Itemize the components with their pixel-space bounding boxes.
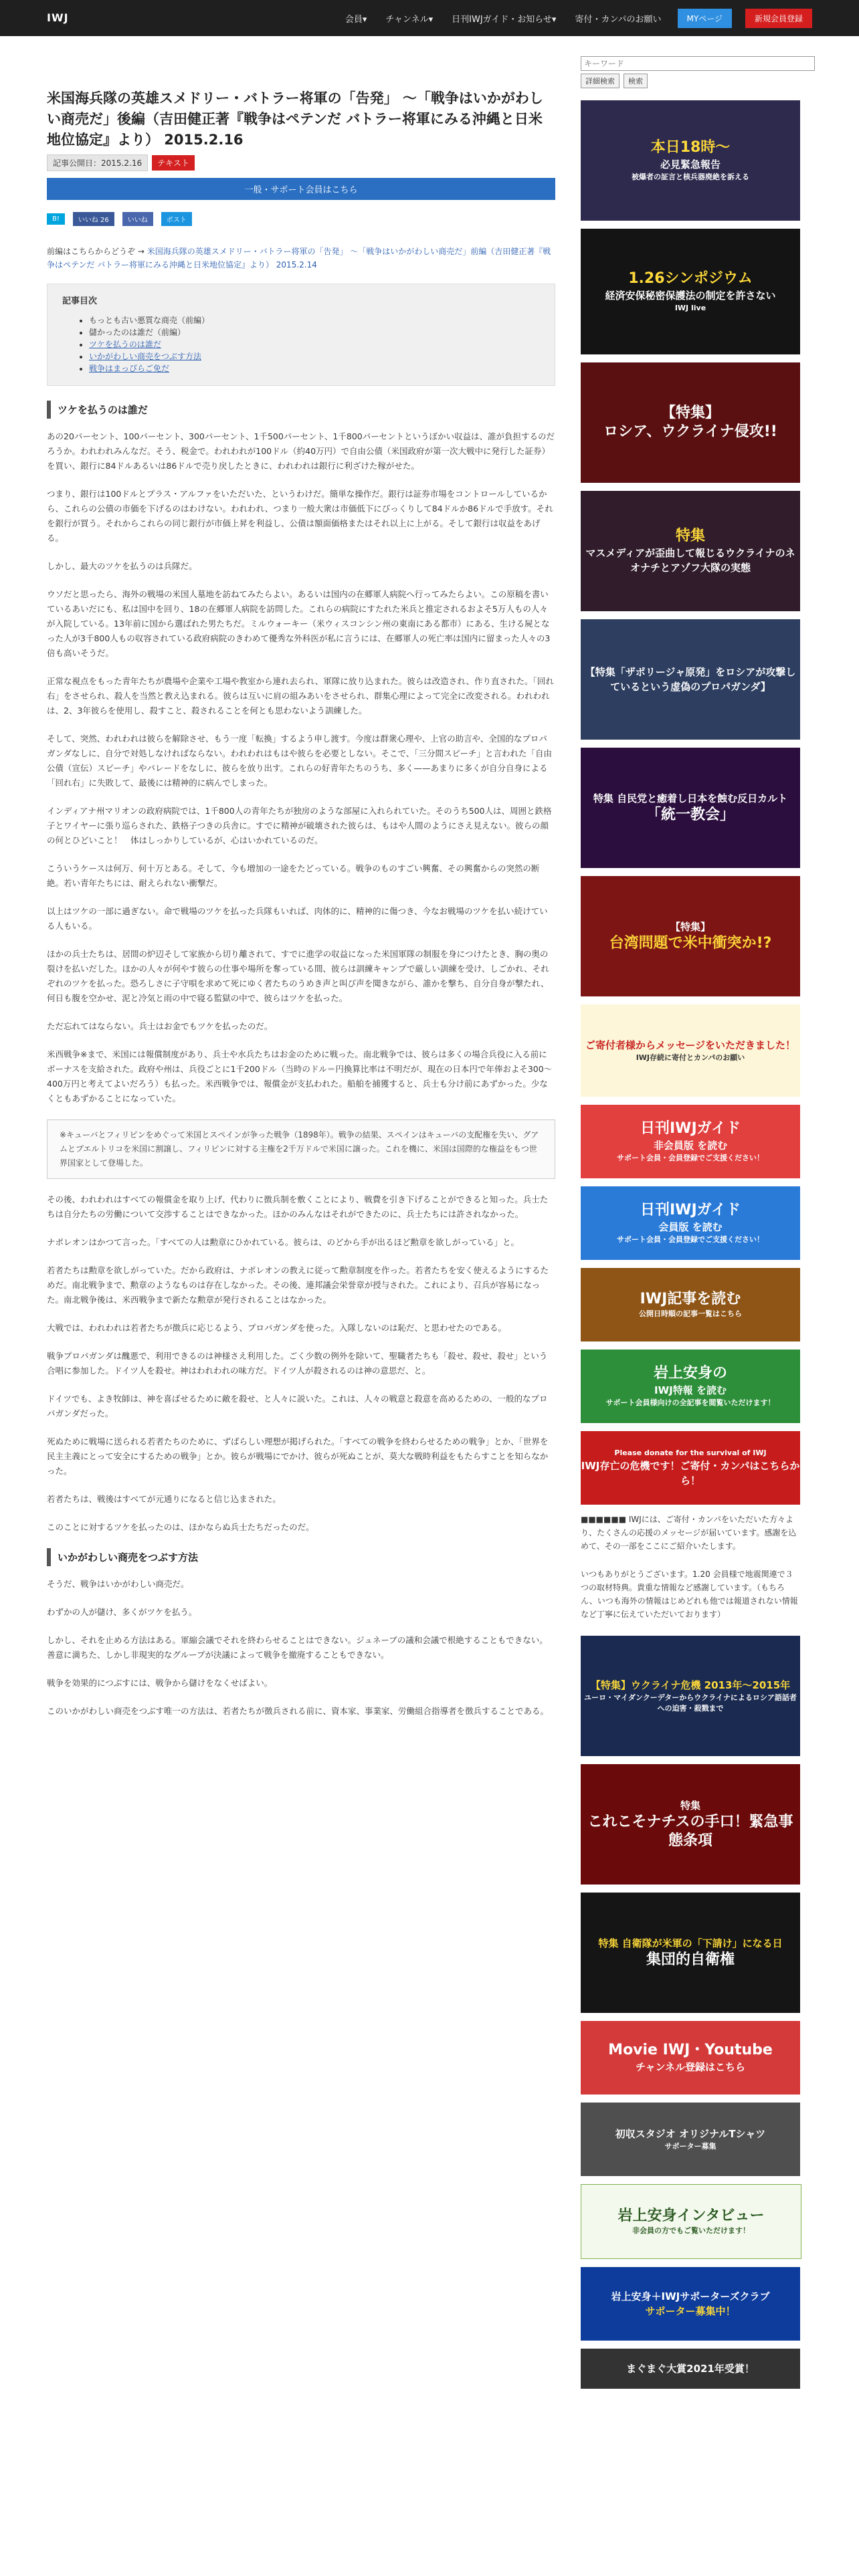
category-tag[interactable]: テキスト <box>152 155 195 171</box>
paragraph: このいかがわしい商売をつぶす唯一の方法は、若者たちが徴兵される前に、資本家、事業家、労働組合指導者を徴兵することである。 <box>47 1706 549 1716</box>
search-button[interactable]: 検索 <box>624 74 648 88</box>
article-meta <box>47 154 555 171</box>
banner-russia-ukraine[interactable] <box>581 362 800 483</box>
banner-heading: 岩上安身インタビュー <box>617 2208 765 2224</box>
banner-subheading: ロシア、ウクライナ侵攻!! <box>603 423 777 440</box>
previous-article-link[interactable]: 米国海兵隊の英雄スメドリー・バトラー将軍の「告発」 〜「戦争はいかがわしい商売だ」前編（吉田健正著『戦争はペテンだ バトラー将軍にみる沖縄と日米地位協定』より） 2015.2.14 <box>47 247 551 270</box>
paragraph: しかし、それを止める方法はある。軍縮会議でそれを終わらせることはできない。ジュネーブの議和会議で根絶することもできない。善意に満ちた、しかし非現実的なグループが決議によって戦争を撤廃することもできない。 <box>47 1635 548 1660</box>
article-column <box>47 41 555 1732</box>
paragraph: その後、われわれはすべての報償金を取り上げ、代わりに徴兵制を敷くことにより、戦費を引き下げることができると知った。兵士たちは自分たちの労働について交渉することはできなかった。ほかのみんなはそれができたのに、兵士たちには許されなかった。 <box>47 1194 549 1219</box>
banner-iwj-special[interactable] <box>581 1350 800 1423</box>
banner-subheading: 会員版 を読む <box>658 1221 723 1233</box>
banner-supporters-club[interactable] <box>581 2267 800 2341</box>
register-button[interactable]: 新規会員登録 <box>745 9 812 28</box>
banner-heading: ご寄付者様からメッセージをいただきました！ <box>585 1039 796 1051</box>
banner-tshirt[interactable] <box>581 2103 800 2176</box>
banner-heading: 日刊IWJガイド <box>640 1202 741 1218</box>
paragraph: 若者たちは勲章を欲しがっていた。だから政府は、ナポレオンの教えに従って勲章制度を作った。若者たちを安く使えるようにするためだ。南北戦争まで、勲章のようなものは存在しなかった。その後、連邦議会栄誉章が授与された。これにより、召兵が容易になった。南北戦争後は、米西戦争まで新たな勲章が発行されることはなかった。 <box>47 1265 549 1305</box>
toc-item <box>89 362 540 374</box>
like-button[interactable]: いいね <box>122 212 153 226</box>
banner-subheading: IWJ存亡の危機です！ご寄付・カンパはこちらから！ <box>581 1460 800 1487</box>
toc-title: 記事目次 <box>62 296 98 306</box>
banner-subheading: 「統一教会」 <box>646 807 735 823</box>
search-input[interactable] <box>581 56 815 71</box>
toc-link[interactable]: いかがわしい商売をつぶす方法 <box>89 352 202 361</box>
section-body-pay <box>47 429 555 1535</box>
banner-heading: 岩上安身＋IWJサポーターズクラブ <box>611 2290 770 2302</box>
banner-guide-member[interactable] <box>581 1186 800 1260</box>
previous-article-note <box>47 245 555 272</box>
banner-subheading: チャンネル登録はこちら <box>635 2061 746 2073</box>
banner-caption: 被爆者の証言と核兵器廃絶を訴える <box>632 173 749 181</box>
banner-mag2-award[interactable] <box>581 2349 800 2389</box>
banner-read-articles[interactable] <box>581 1268 800 1341</box>
mypage-button[interactable]: MYページ <box>678 9 732 28</box>
paragraph: 米西戦争※まで、米国には報償制度があり、兵士や水兵たちはお金のために戦った。南北戦争では、彼らは多くの場合兵役に入る前にボーナスを支給された。政府や州は、兵役ごとに1千200ドル（当時のドル＝円換算比率は不明だが、現在の日本円で年俸およそ300〜400万円と考えてよいだろう）も払った。米西戦争では、報償金が支払われた。船舶を捕獲すると、兵士も分け前にあずかった。少なくともあずかることになっていた。 <box>47 1049 553 1103</box>
toc-link[interactable]: 戦争はまっぴらご免だ <box>89 364 170 373</box>
paragraph: そうだ、戦争はいかがわしい商売だ。 <box>47 1579 189 1589</box>
banner-heading: Movie IWJ・Youtube <box>608 2042 773 2058</box>
top-nav <box>0 0 859 36</box>
banner-heading: IWJ記事を読む <box>640 1291 741 1307</box>
toc-item <box>89 338 540 350</box>
date-label-text: 記事公開日： <box>53 158 102 168</box>
banner-subheading: 必見緊急報告 <box>660 158 721 171</box>
paragraph: 大戦では、われわれは若者たちが徴兵に応じるよう、プロパガンダを使った。入隊しないのは恥だ、と思わせたのである。 <box>47 1323 507 1333</box>
sidebar <box>581 56 819 2397</box>
facebook-like-button[interactable]: いいね 26 <box>73 212 114 226</box>
banner-caption: サポート会員・会員登録でご支援ください！ <box>617 1235 764 1244</box>
paragraph: 以上はツケの一部に過ぎない。命で戦場のツケを払った兵隊もいれば、肉体的に、精神的に傷つき、今なお戦場のツケを払い続けている人もいる。 <box>47 906 548 931</box>
banner-taiwan[interactable] <box>581 876 800 996</box>
banner-heading: 1.26シンポジウム <box>628 270 753 287</box>
toc-item: • 儲かったのは誰だ（前編） <box>89 326 540 338</box>
previous-prefix: 前編はこちらからどうぞ → <box>47 247 147 256</box>
detail-search-button[interactable]: 詳細検索 <box>581 74 619 88</box>
banner-collective-defense[interactable] <box>581 1893 800 2013</box>
donor-message-text: いつもありがとうございます。1.20 会員様で地震関連で３つの取材特典。貴重な情報など感謝しています。（もちろん、いつも海外の情報はじめどれも他では報道されない情報など丁寧に伝えていただいております） <box>581 1570 798 1619</box>
toc-item <box>89 350 540 362</box>
banner-heading: 【特集】ウクライナ危機 2013年〜2015年 <box>590 1679 791 1691</box>
paragraph: こういうケースは何万、何十万とある。そして、今も増加の一途をたどっている。戦争のものすごい興奮、その興奮からの突然の断絶。若い青年たちには、耐えられない衝撃だ。 <box>47 863 540 888</box>
paragraph: 戦争プロパガンダは醜悪で、利用できるのは神様さえ利用した。ごく少数の例外を除いて、聖職者たちも「殺せ、殺せ、殺せ」という合唱に参加した。ドイツ人を殺せ。神はわれわれの味方だ。ドイツ人が殺されるのは神の意思だ、と。 <box>47 1351 548 1376</box>
toc-link[interactable]: ツケを払うのは誰だ <box>89 340 161 349</box>
paragraph: ナポレオンはかつて言った。「すべての人は勲章にひかれている。彼らは、のどから手が出るほど勲章を欲しがっている」と。 <box>47 1237 520 1247</box>
banner-caption: IWJ存続に寄付とカンパのお願い <box>636 1053 745 1062</box>
banner-subheading: 非会員版 を読む <box>653 1140 728 1152</box>
banner-caption: IWJ live <box>674 304 706 312</box>
banner-subheading: 集団的自衛権 <box>646 1951 735 1968</box>
nav-item-guide[interactable]: 日刊IWJガイド・お知らせ▾ <box>452 15 557 25</box>
banner-youtube[interactable] <box>581 2021 800 2095</box>
share-buttons <box>47 212 555 226</box>
paragraph: つまり、銀行は100ドルとプラス・アルファをいただいた、というわけだ。簡単な操作だ。銀行は証券市場をコントロールしているから、これらの公債の市価を下げるのはわけない。われわれ、つまり一般大衆は市価低下にびっくりして84ドルか86ドルで手放す。それを銀行が買う。それからこれらの同じ銀行が市価上昇を利益し、公債は額面価格またはそれ以上に上がる。そして銀行は収益をあげる。 <box>47 489 553 543</box>
paragraph: 正常な視点をもった青年たちが農場や企業や工場や教室から連れ去られ、軍隊に放り込まれた。彼らは改造され、作り直された。「回れ右」をさせられ、殺人を当然と教え込まれる。彼らは互いに肩の組みあいをさせられ、群集心理によって完全に改変される。われわれは、2、3年彼らを使用し、殺すこと、殺されることを何とも思わないよう訓練した。 <box>47 676 554 716</box>
banner-subheading: サポーター募集中！ <box>645 2305 736 2317</box>
banner-heading: 【特集「ザポリージャ原発」をロシアが攻撃しているという虚偽のプロパガンダ】 <box>585 666 796 693</box>
publish-date: 2015.2.16 <box>101 158 142 168</box>
banner-emergency-clause[interactable] <box>581 1764 800 1885</box>
date-label <box>47 154 148 171</box>
footnote-box: ※キューバとフィリピンをめぐって米国とスペインが争った戦争（1898年）。戦争の結果、スペインはキューバの支配権を失い、グアムとプエルトリコを米国に割譲し、フィリピンに対する主権を2千万ドルで米国に譲った。これを機に、米国は国際的な権益をもつ世界国家として登場した。 <box>47 1119 555 1179</box>
banner-subheading: マスメディアが歪曲して報じるウクライナのネオナチとアゾフ大隊の実態 <box>585 547 795 574</box>
banner-ukraine-crisis[interactable] <box>581 1636 800 1756</box>
banner-heading: 日刊IWJガイド <box>640 1120 741 1137</box>
banner-caption: サポート会員・会員登録でご支援ください！ <box>617 1154 764 1162</box>
x-post-button[interactable]: ポスト <box>161 212 192 226</box>
nav-item-donation[interactable]: 寄付・カンパのお願い <box>575 15 662 25</box>
section-heading-pay: ツケを払うのは誰だ <box>47 401 555 419</box>
banner-subheading: 台湾問題で米中衝突か!? <box>609 935 772 952</box>
paragraph: そして、突然、われわれは彼らを解除させ、もう一度「転換」するよう申し渡す。今度は群衆心理や、上官の助言や、全国的なプロパガンダなしに、自分で対処しなければならない。われわれはもはや彼らを必要としない。そこで、「三分間スピーチ」と言われた「自由公債（宣伝）スピーチ」やパレードをなしに、彼らを放り出す。これらの好青年たちのうち、多く——あまりに多くが自分自身による「回れ右」に失敗して、最後には精神的に病んでしまった。 <box>47 734 553 788</box>
banner-subheading: 非会員の方でもご覧いただけます！ <box>632 2226 750 2235</box>
paragraph: ただ忘れてはならない。兵士はお金でもツケを払ったのだ。 <box>47 1021 273 1031</box>
donor-intro-text: ■■■■■■ IWJには、ご寄付・カンパをいただいた方々より、たくさんの応援のメッセージが届いています。感謝を込めて、その一部をここにご紹介いたします。 <box>581 1515 797 1551</box>
nav-menu <box>343 8 812 29</box>
banner-heading: まぐまぐ大賞2021年受賞！ <box>626 2363 755 2375</box>
banner-caption: サポーター募集 <box>664 2142 717 2151</box>
paragraph: あの20パーセント、100パーセント、300パーセント、1千500パーセント、1千800パーセントというぼかい収益は、誰が負担するのだろうか。われわれみんなだ。そう、税金で。われわれが100ドル（約40万円）で自由公債（米国政府が第一次大戦中に発行した証券）を買い、銀行に84ドルあるいは86ドルで売り戻したときに、われわれは銀行に利ざけた稼がせた。 <box>47 431 555 471</box>
nav-item-membership[interactable]: 会員▾ <box>345 15 367 25</box>
section-body-break <box>47 1577 555 1719</box>
banner-subheading: 経済安保秘密保護法の制定を許さない <box>605 290 776 302</box>
site-logo[interactable]: IWJ <box>47 11 69 24</box>
banner-caption: Please donate for the survival of IWJ <box>614 1448 767 1457</box>
search-row <box>581 74 819 88</box>
paragraph: ドイツでも、よき牧師は、神を喜ばせるために敵を殺せ、と人々に説いた。これは、人々の戦意と殺意を高めるための、一般的なプロパガンダだった。 <box>47 1394 548 1418</box>
paragraph: ほかの兵士たちは、居間の炉辺そして家族から切り離されて、すでに進学の収益になった米国軍隊の制服を身につけたとき、胸の奥の裂けを払いだした。ほかの人々が何やす彼らの仕事や場所を奪っている間、彼らは訓練キャンプで厳しい訓練を受け、しごかれ、それぞれのツケを払った。恐ろしさに子守唄を求めて死にゆく者たちのうめき声と叫び声を聞きながら、誰かを撃ち、自分自身が撃たれ、何日も腹を空かせ、泥と冷気と雨の中で寝る監獄の中で、彼らはツケを払った。 <box>47 949 549 1003</box>
member-login-bar[interactable]: 一般・サポート会員はこちら <box>47 178 555 200</box>
paragraph: しかし、最大のツケを払うのは兵隊だ。 <box>47 561 197 571</box>
banner-emergency-report[interactable] <box>581 100 800 221</box>
hatena-bookmark-button[interactable]: B! <box>47 213 65 225</box>
banner-guide-nonmember[interactable] <box>581 1105 800 1178</box>
banner-heading: 特集 自衛隊が米軍の「下請け」になる日 <box>598 1937 783 1949</box>
banner-interview[interactable] <box>581 2184 801 2259</box>
banner-heading: 初収スタジオ オリジナルTシャツ <box>615 2128 766 2140</box>
toc-list <box>62 314 540 374</box>
banner-heading: 【特集】 <box>670 921 710 933</box>
article-title: 米国海兵隊の英雄スメドリー・バトラー将軍の「告発」 〜「戦争はいかがわしい商売だ」後編（吉田健正著『戦争はペテンだ バトラー将軍にみる沖縄と日米地位協定』より） 2015.2.16 <box>47 90 543 148</box>
paragraph: このことに対するツケを払ったのは、ほかならぬ兵士たちだったのだ。 <box>47 1522 314 1532</box>
paragraph: わずかの人が儲け、多くがツケを払う。 <box>47 1607 197 1617</box>
nav-item-channel[interactable]: チャンネル▾ <box>385 15 434 25</box>
paragraph: 死ぬために戦場に送られる若者たちのために、ずばらしい理想が掲げられた。「すべての戦争を終わらせるための戦争」とか、「世界を民主主義にとって安全にするための戦争」とか。彼らが戦場にでかけ、彼らが死ぬことが、莫大な戦時利益をもたらすことを知らなかった。 <box>47 1436 549 1476</box>
paragraph: 若者たちは、戦後はすべてが元通りになると信じ込まされた。 <box>47 1494 281 1504</box>
banner-heading: 岩上安身の <box>653 1365 727 1382</box>
banner-heading: 特集 自民党と癒着し日本を蝕む反日カルト <box>593 792 788 804</box>
banner-heading: 特集 <box>675 528 705 544</box>
banner-subheading: これこそナチスの手口！緊急事態条項 <box>587 1814 793 1849</box>
toc-item: • もっとも古い悪質な商売（前編） <box>89 314 540 326</box>
banner-subheading: ユーロ・マイダンクーデターからウクライナによるロシア語話者への迫害・殺戮まで <box>584 1693 797 1713</box>
banner-caption: 公開日時順の記事一覧はこちら <box>639 1309 742 1318</box>
banner-subheading: IWJ特報 を読む <box>654 1384 727 1396</box>
banner-azov[interactable] <box>581 491 800 611</box>
paragraph: インディアナ州マリオンの政府病院では、1千800人の青年たちが独房のような部屋に入れられていた。そのうち500人は、周囲と鉄格子とワイヤーに張り巡らされた、鉄格子つきの兵舎に。すでに精神が破壊された彼らは、もはや人間のようにさえ見えない。彼らの顔の何とひどいこと！ 体はしっかりしているが、心はいかれているのだ。 <box>47 806 552 845</box>
section-heading-break: いかがわしい商売をつぶす方法 <box>47 1548 555 1566</box>
banner-zaporizhzhia[interactable] <box>581 619 800 740</box>
banner-symposium[interactable] <box>581 229 800 354</box>
banner-caption: サポート会員様向けの全記事を閲覧いただけます！ <box>605 1398 775 1407</box>
banner-heading: 【特集】 <box>660 405 720 421</box>
banner-donor-messages[interactable] <box>581 1004 800 1097</box>
paragraph: 戦争を効果的につぶすには、戦争から儲けをなくせばよい。 <box>47 1678 273 1688</box>
paragraph: ウソだと思ったら、海外の戦場の米国人墓地を訪ねてみたらよい。あるいは国内の在郷軍人病院へ行ってみたらよい。この原稿を書いているあいだにも、私は国中を回り、18の在郷軍人病院を訪問した。これらの病院にすたれた米兵と推定されるおよそ5万人もの人々が入院している。13年前に国から選ばれた男たちだ。ミルウォーキー（米ウィスコンシン州の東南にある都市）にある、生ける屍となった人が3千800人もの収容されている政府病院のきわめて優秀な外科医が私に言うには、在郷軍人の死亡率は国内に留まった人々の3倍も高いそうだ。 <box>47 589 551 658</box>
table-of-contents <box>47 284 555 386</box>
banner-donate[interactable] <box>581 1431 800 1505</box>
banner-heading: 特集 <box>680 1800 700 1812</box>
banner-heading: 本日18時〜 <box>650 139 731 156</box>
banner-unification-church[interactable] <box>581 748 800 868</box>
